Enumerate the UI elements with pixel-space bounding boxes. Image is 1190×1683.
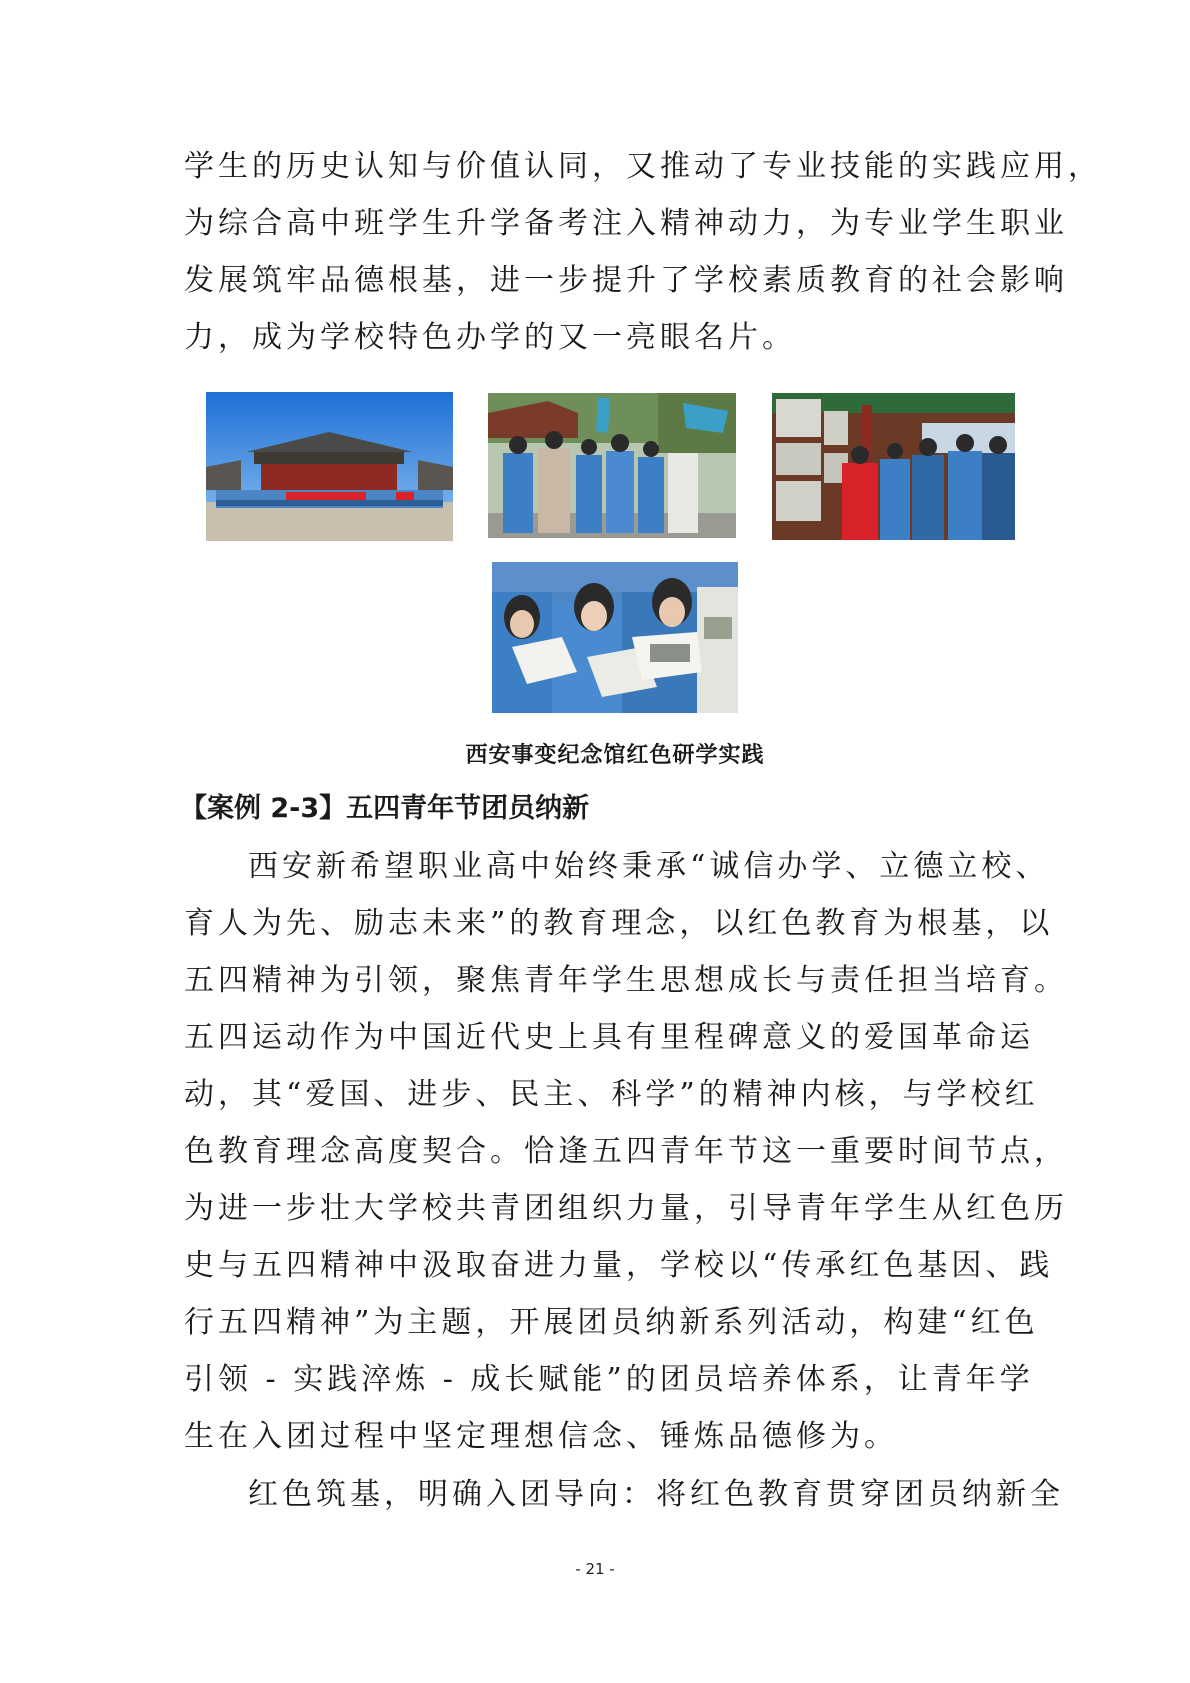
photo-flags-image [488,393,736,538]
page-number: - 21 - [575,1560,615,1578]
text-line: 动，其“爱国、进步、民主、科学”的精神内核，与学校红 [184,1077,1039,1112]
photo-caption: 西安事变纪念馆红色研学实践 [465,743,765,768]
paragraph-continuation [184,138,1102,366]
photo-students-with-flags [488,393,736,538]
text-line: 色教育理念高度契合。恰逢五四青年节这一重要时间节点， [184,1134,1068,1169]
text-line: 为综合高中班学生升学备考注入精神动力，为专业学生职业 [184,206,1068,241]
paragraph-case-second [184,1466,1064,1523]
text-line: 五四运动作为中国近代史上具有里程碑意义的爱国革命运 [184,1020,1034,1055]
text-line: 引领 - 实践淬炼 - 成长赋能”的团员培养体系，让青年学 [184,1362,1034,1397]
photo-group-at-memorial-hall [206,392,453,541]
text-line: 五四精神为引领，聚焦青年学生思想成长与责任担当培育。 [184,963,1068,998]
photo-brochures-image [492,562,738,713]
text-line: 学生的历史认知与价值认同，又推动了专业技能的实践应用， [184,149,1102,184]
paragraph-case-intro [184,838,1068,1465]
text-line: 史与五四精神中汲取奋进力量，学校以“传承红色基因、践 [184,1248,1054,1283]
text-line: 行五四精神”为主题，开展团员纳新系列活动，构建“红色 [184,1305,1039,1340]
photo-students-viewing-exhibits [772,393,1015,540]
photo-exhibits-image [772,393,1015,540]
text-line: 红色筑基，明确入团导向：将红色教育贯穿团员纳新全 [248,1477,1064,1512]
text-line: 西安新希望职业高中始终秉承“诚信办学、立德立校、 [248,849,1050,884]
text-line: 为进一步壮大学校共青团组织力量，引导青年学生从红色历 [184,1191,1068,1226]
photo-group-image [206,392,453,541]
photo-students-reading-brochures [492,562,738,713]
text-line: 发展筑牢品德根基，进一步提升了学校素质教育的社会影响 [184,263,1068,298]
case-heading: 【案例 2-3】五四青年节团员纳新 [180,793,590,824]
text-line: 力，成为学校特色办学的又一亮眼名片。 [184,320,796,355]
text-line: 育人为先、励志未来”的教育理念，以红色教育为根基，以 [184,906,1054,941]
text-line: 生在入团过程中坚定理想信念、锤炼品德修为。 [184,1419,898,1454]
